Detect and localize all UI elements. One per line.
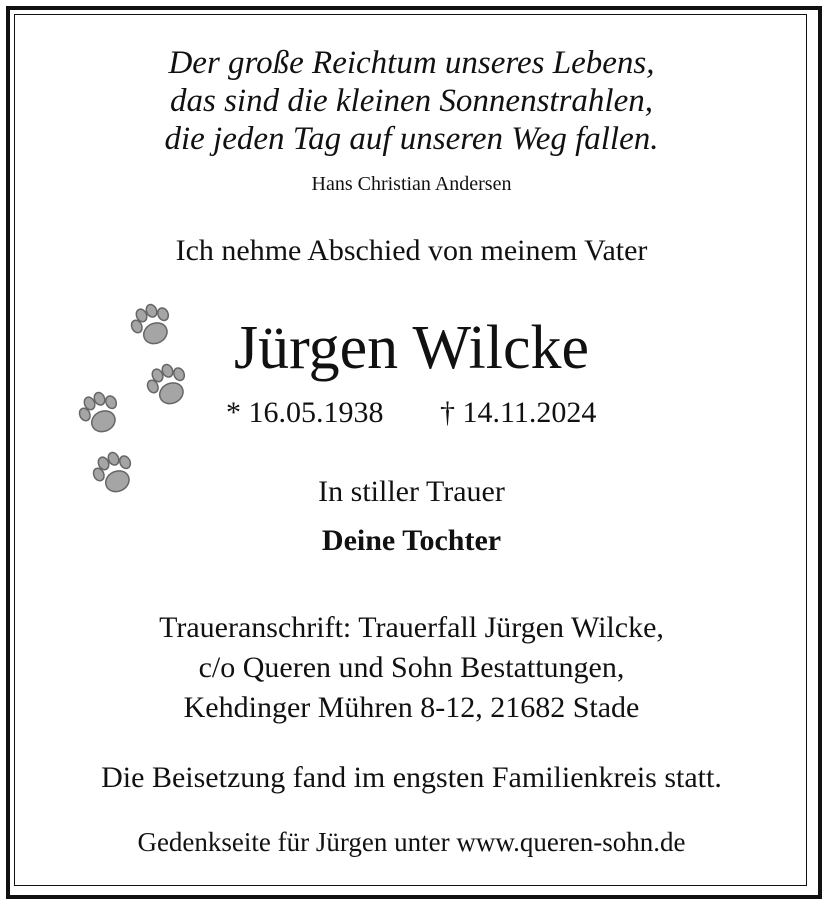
mourner-signature: Deine Tochter: [321, 524, 502, 557]
death-date: † 14.11.2024: [440, 396, 597, 429]
birth-date: * 16.05.1938: [226, 396, 384, 429]
address-line-2: c/o Queren und Sohn Bestattungen,: [198, 651, 625, 684]
farewell-intro: Ich nehme Abschied von meinem Vater: [175, 234, 648, 267]
quote-line-2: das sind die kleinen Sonnenstrahlen,: [169, 83, 653, 119]
address-line-3: Kehdinger Mühren 8-12, 21682 Stade: [183, 691, 640, 724]
burial-note: Die Beisetzung fand im engsten Familienkreis statt.: [101, 761, 722, 794]
mourning-phrase: In stiller Trauer: [318, 475, 505, 508]
memorial-page-link[interactable]: Gedenkseite für Jürgen unter www.queren-sohn.de: [137, 827, 686, 857]
quote-line-1: Der große Reichtum unseres Lebens,: [168, 45, 655, 81]
address-line-1: Traueranschrift: Trauerfall Jürgen Wilcke,: [159, 611, 664, 644]
deceased-name: Jürgen Wilcke: [233, 314, 590, 382]
quote-line-3: die jeden Tag auf unseren Weg fallen.: [164, 121, 659, 157]
quote-author: Hans Christian Andersen: [311, 173, 512, 195]
paw-print-icon: [72, 388, 128, 440]
